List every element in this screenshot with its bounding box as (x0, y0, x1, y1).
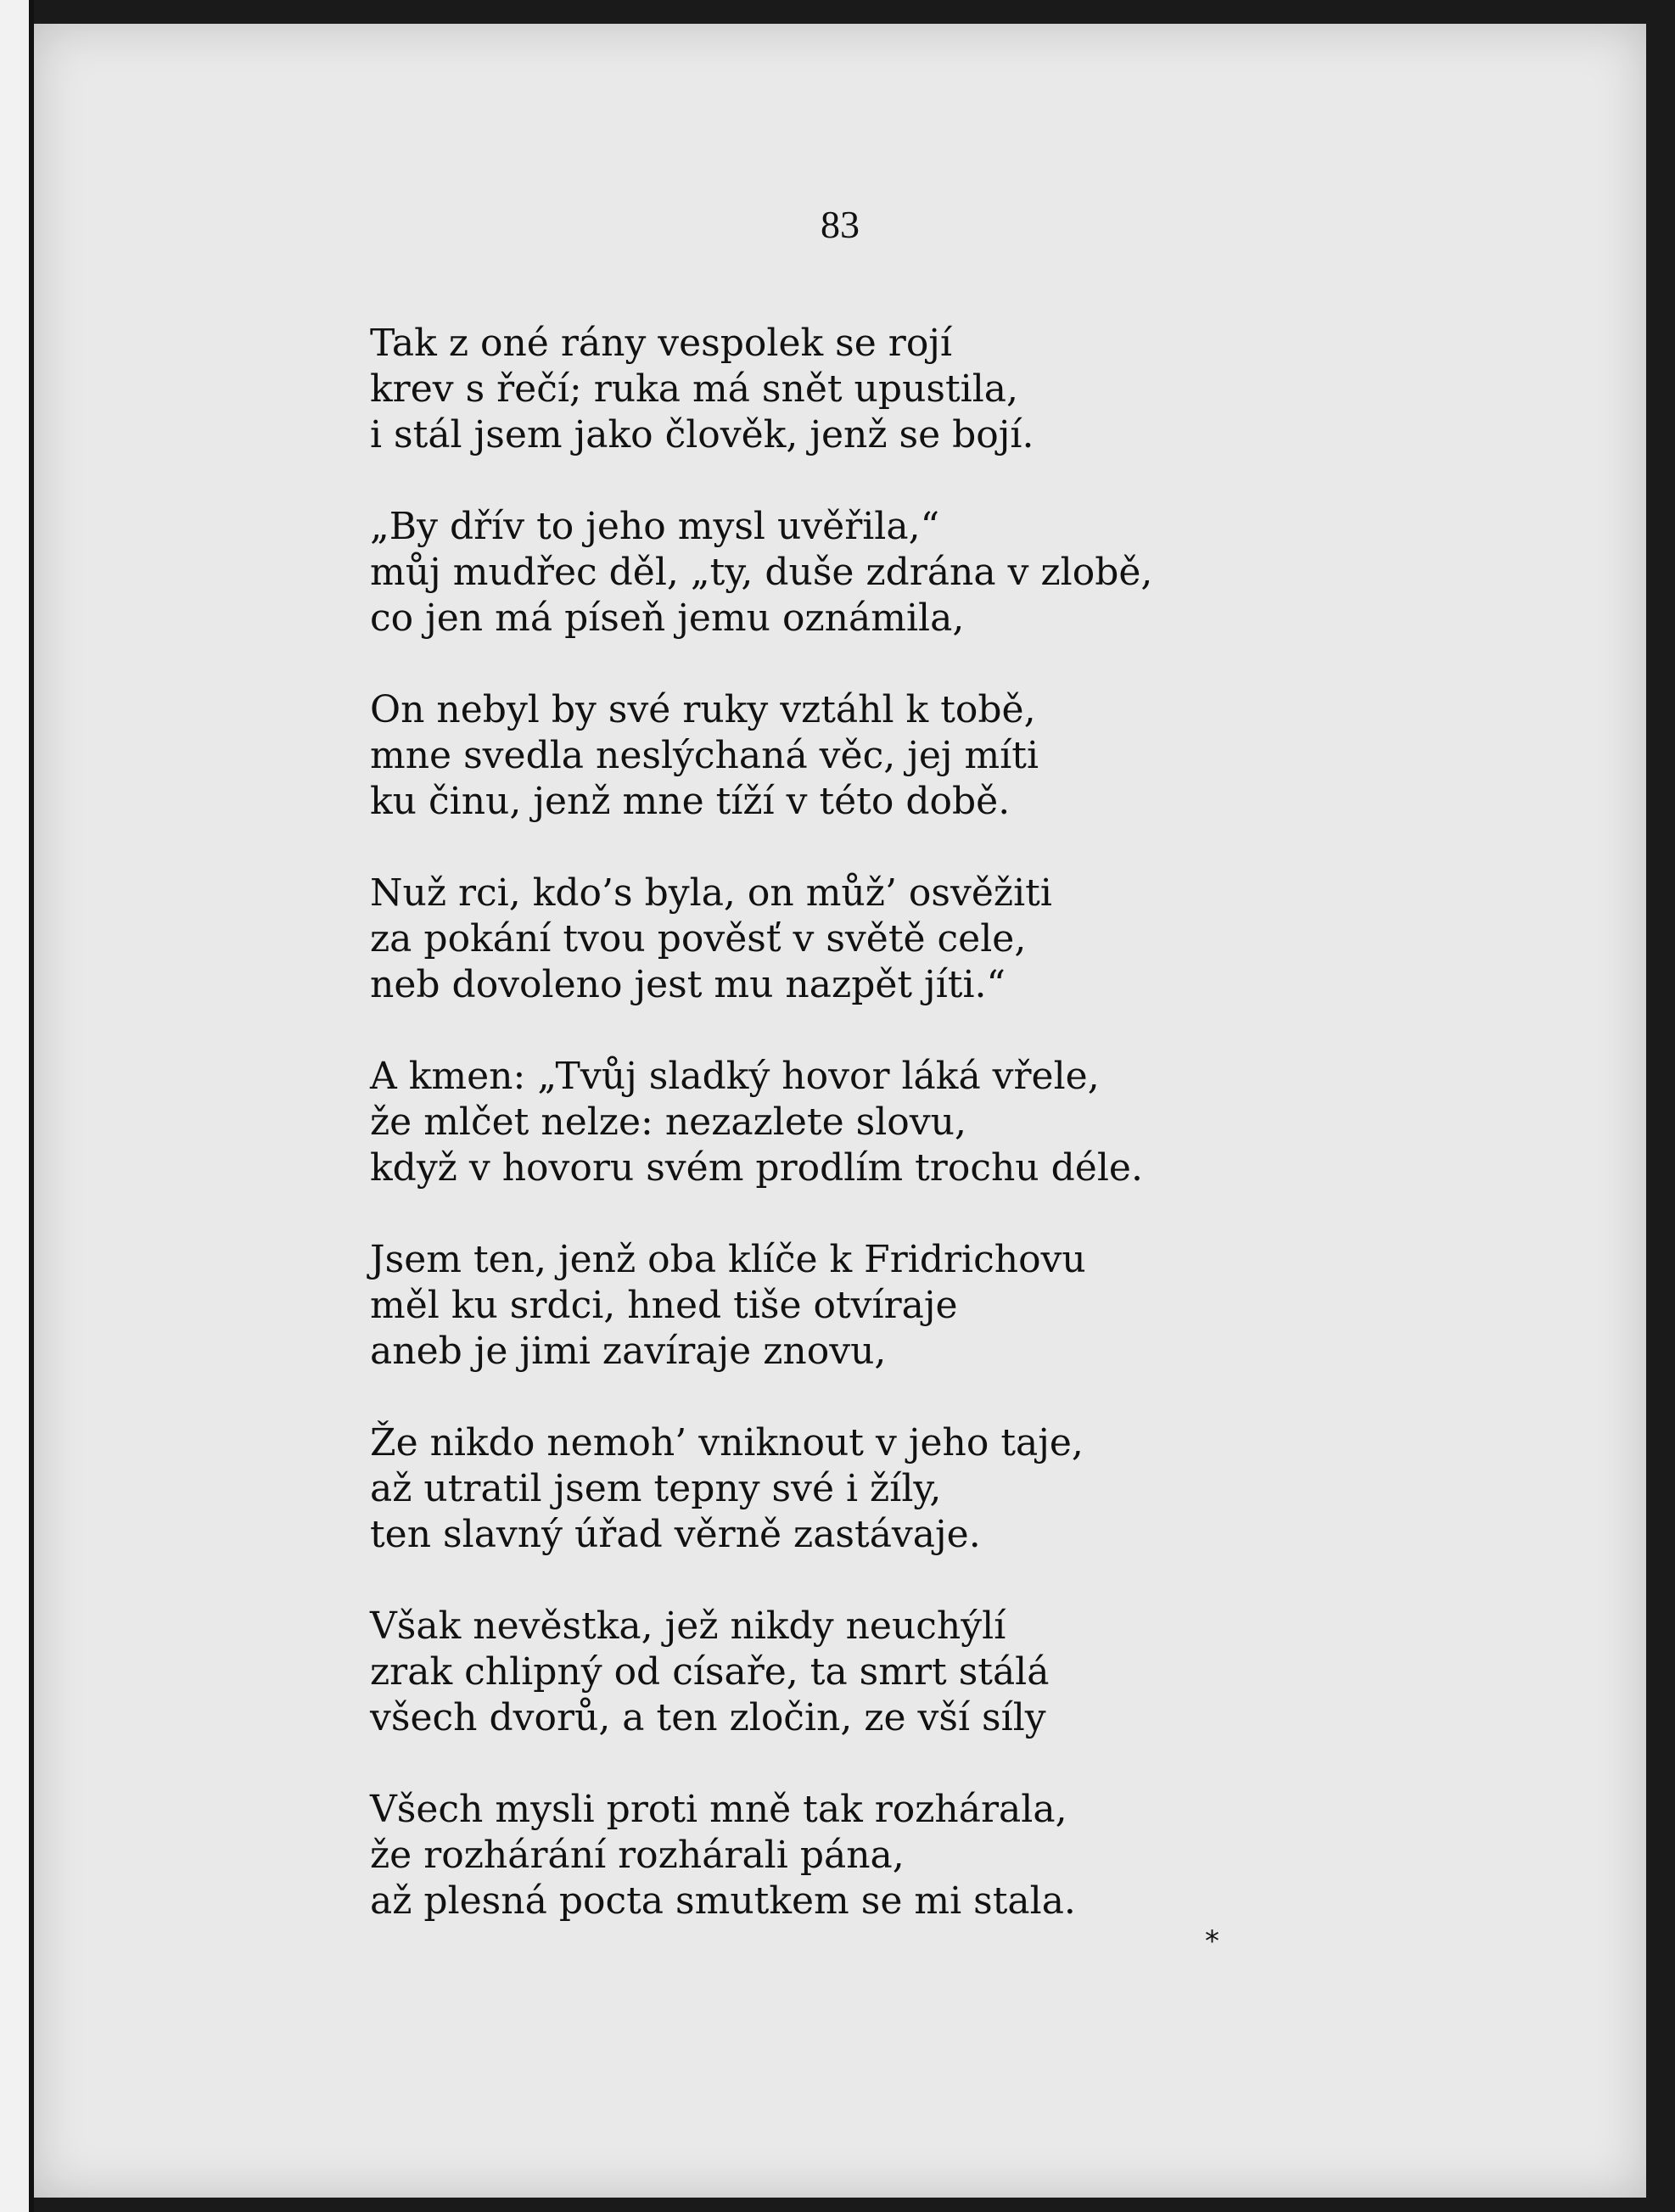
verse-line: všech dvorů, a ten zločin, ze vší síly (370, 1696, 1046, 1739)
verse-line: i stál jsem jako člověk, jenž se bojí. (370, 413, 1034, 456)
verse-line: že rozhárání rozhárali pána, (370, 1834, 905, 1877)
verse-line: mne svedla neslýchaná věc, jej míti (370, 734, 1039, 777)
page-number: 83 (821, 203, 860, 246)
verse-line: Že nikdo nemoh’ vniknout v jeho taje, (370, 1421, 1084, 1464)
verse-line: zrak chlipný od císaře, ta smrt stálá (370, 1650, 1050, 1694)
verse-line: můj mudřec děl, „ty, duše zdrána v zlobě, (370, 551, 1153, 594)
verse-line: neb dovoleno jest mu nazpět jíti.“ (370, 963, 1006, 1006)
verse-line: ten slavný úřad věrně zastávaje. (370, 1513, 981, 1556)
verse-line: „By dřív to jeho mysl uvěřila,“ (370, 505, 940, 548)
book-gutter (0, 0, 34, 2212)
verse-line: když v hovoru svém prodlím trochu déle. (370, 1146, 1143, 1190)
poem-body (370, 321, 1303, 1970)
stanza-3 (370, 687, 1303, 825)
verse-line: co jen má píseň jemu oznámila, (370, 596, 965, 640)
verse-line: za pokání tvou pověsť v světě cele, (370, 917, 1027, 960)
verse-line: A kmen: „Tvůj sladký hovor láká vřele, (370, 1055, 1100, 1098)
verse-line: až plesná pocta smutkem se mi stala. (370, 1879, 1076, 1923)
verse-line: Jsem ten, jenž oba klíče k Fridrichovu (370, 1238, 1086, 1281)
verse-line: krev s řečí; ruka má snět upustila, (370, 367, 1019, 411)
verse-line: že mlčet nelze: nezazlete slovu, (370, 1100, 966, 1144)
asterisk-mark: * (1205, 1924, 1219, 1958)
stanza-2 (370, 504, 1303, 641)
verse-line: aneb je jimi zavíraje znovu, (370, 1330, 887, 1373)
verse-line: až utratil jsem tepny své i žíly, (370, 1467, 942, 1510)
stanza-6 (370, 1237, 1303, 1375)
verse-line: Tak z oné rány vespolek se rojí (370, 322, 953, 365)
stanza-1 (370, 321, 1303, 458)
book-page (34, 24, 1646, 2198)
verse-line: měl ku srdci, hned tiše otvíraje (370, 1284, 958, 1327)
verse-line: Všech mysli proti mně tak rozhárala, (370, 1788, 1067, 1831)
stanza-9 (370, 1787, 1303, 1924)
stanza-8 (370, 1604, 1303, 1741)
verse-line: ku činu, jenž mne tíží v této době. (370, 780, 1011, 823)
stanza-5 (370, 1054, 1303, 1191)
verse-line: Však nevěstka, jež nikdy neuchýlí (370, 1604, 1006, 1648)
verse-line: On nebyl by své ruky vztáhl k tobě, (370, 688, 1036, 731)
stanza-4 (370, 871, 1303, 1008)
stanza-7 (370, 1420, 1303, 1558)
verse-line: Nuž rci, kdo’s byla, on můž’ osvěžiti (370, 871, 1052, 915)
